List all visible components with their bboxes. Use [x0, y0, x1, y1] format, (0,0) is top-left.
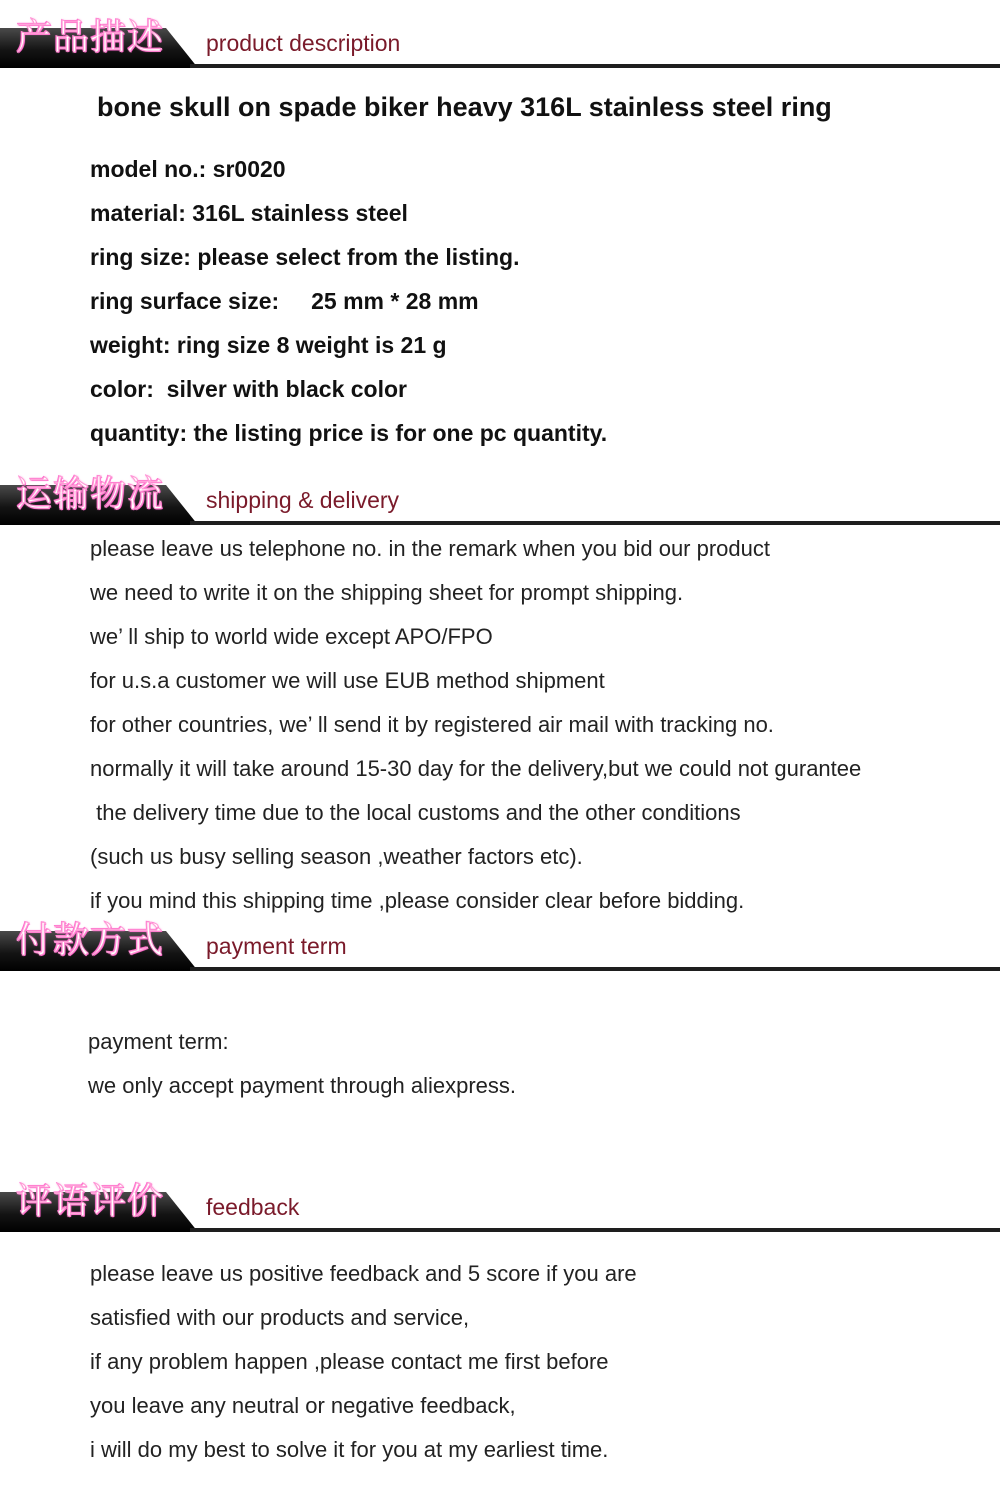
header-title-cn: 付款方式: [16, 920, 165, 961]
header-title-en: shipping & delivery: [206, 487, 400, 513]
shipping-text: [90, 535, 861, 931]
spec-material: material: 316L stainless steel: [90, 200, 408, 226]
shipping-line: the delivery time due to the local customs and the other conditions: [90, 800, 741, 825]
header-title-en: payment term: [206, 933, 347, 959]
header-title-en: feedback: [206, 1194, 300, 1220]
header-rule: [190, 967, 1000, 971]
spec-surface-size: ring surface size: 25 mm * 28 mm: [90, 288, 479, 314]
section-header-product: [0, 17, 1000, 68]
shipping-line: we need to write it on the shipping sheet for prompt shipping.: [90, 580, 684, 605]
product-spec-list: [90, 155, 607, 463]
spec-color: color: silver with black color: [90, 376, 407, 402]
feedback-text: [90, 1260, 637, 1480]
spec-model: model no.: sr0020: [90, 156, 286, 182]
feedback-line: if any problem happen ,please contact me first before: [90, 1349, 609, 1374]
section-header-feedback: [0, 1181, 1000, 1232]
spec-ring-size: ring size: please select from the listing.: [90, 244, 520, 270]
header-rule: [190, 1228, 1000, 1232]
header-title-cn: 运输物流: [16, 474, 165, 515]
shipping-line: normally it will take around 15-30 day for the delivery,but we could not gurantee: [90, 756, 862, 781]
header-title-cn: 产品描述: [16, 17, 165, 58]
product-title: bone skull on spade biker heavy 316L stainless steel ring: [97, 92, 832, 122]
feedback-line: satisfied with our products and service,: [90, 1305, 470, 1330]
shipping-line: please leave us telephone no. in the remark when you bid our product: [90, 536, 770, 561]
shipping-line: we’ ll ship to world wide except APO/FPO: [90, 624, 493, 649]
header-title-en: product description: [206, 30, 401, 56]
header-rule: [190, 521, 1000, 525]
shipping-line: for u.s.a customer we will use EUB method shipment: [90, 668, 605, 693]
header-title-cn: 评语评价: [16, 1181, 165, 1222]
section-header-shipping: [0, 474, 1000, 525]
section-header-payment: [0, 920, 1000, 971]
feedback-line: i will do my best to solve it for you at my earliest time.: [90, 1437, 609, 1462]
payment-text: [88, 1028, 516, 1116]
shipping-line: (such us busy selling season ,weather factors etc).: [90, 844, 583, 869]
header-rule: [190, 64, 1000, 68]
shipping-line: for other countries, we’ ll send it by registered air mail with tracking no.: [90, 712, 774, 737]
shipping-line: if you mind this shipping time ,please consider clear before bidding.: [90, 888, 745, 913]
payment-line: payment term:: [88, 1029, 229, 1054]
payment-line: we only accept payment through aliexpress.: [88, 1073, 517, 1098]
spec-weight: weight: ring size 8 weight is 21 g: [90, 332, 447, 358]
feedback-line: please leave us positive feedback and 5 score if you are: [90, 1261, 637, 1286]
spec-quantity: quantity: the listing price is for one pc quantity.: [90, 420, 608, 446]
feedback-line: you leave any neutral or negative feedback,: [90, 1393, 516, 1418]
